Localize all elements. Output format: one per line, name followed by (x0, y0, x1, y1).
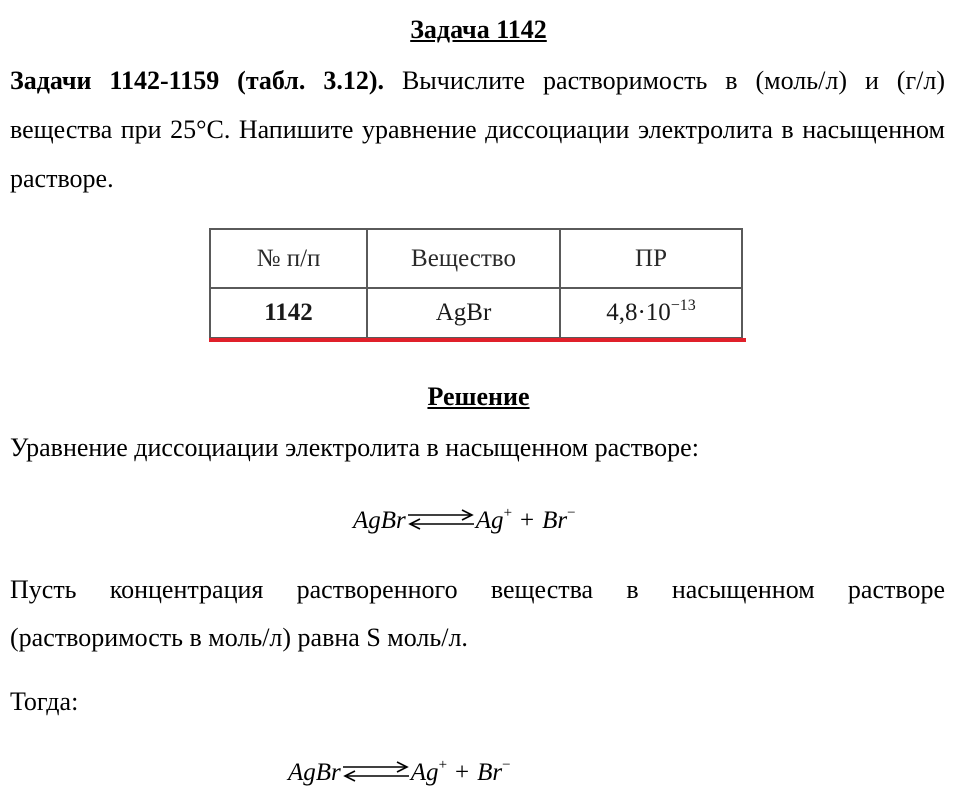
cell-kp (560, 288, 742, 338)
dissociation-equation (353, 506, 576, 535)
table-row (210, 288, 742, 338)
problem-title: Задача 1142 (410, 15, 547, 44)
task-statement (10, 56, 945, 203)
header-kp: ПР (560, 229, 742, 288)
dissociation-equation-2 (288, 758, 511, 787)
equilibrium-arrow-icon (406, 506, 476, 532)
equation2-cation: Ag (410, 759, 439, 786)
equation2-anion: Br (477, 759, 503, 786)
cell-number: 1142 (210, 288, 367, 338)
kp-mantissa: 4,8·10 (606, 299, 671, 326)
anion-charge: − (567, 505, 576, 521)
task-text: Вычислите растворимость в (моль/л) и (г/л) вещества при 25°С. Напишите уравнение диссоциации электролита в насыщенном растворе. (10, 66, 945, 193)
equilibrium-arrow-icon (341, 758, 411, 784)
equation-cation: Ag (475, 507, 504, 534)
cell-substance: AgBr (367, 288, 560, 338)
cation2-charge: + (438, 757, 448, 773)
equation-plus: + (520, 507, 535, 534)
let-statement: Пусть концентрация растворенного вещества в насыщенном растворе (растворимость в моль/л) равна S моль/л. (10, 575, 945, 652)
then-label: Тогда: (10, 687, 79, 716)
task-label: Задачи 1142-1159 (табл. 3.12). (10, 66, 384, 95)
equation2-reactant: AgBr (288, 759, 341, 786)
table-header-row (210, 229, 742, 288)
header-substance: Вещество (367, 229, 560, 288)
solution-heading: Решение (427, 382, 530, 411)
dissociation-intro: Уравнение диссоциации электролита в насыщенном растворе: (10, 433, 699, 462)
equation-reactant: AgBr (353, 507, 406, 534)
data-table (209, 228, 743, 339)
equation-anion: Br (542, 507, 568, 534)
accent-underline (209, 338, 746, 342)
cation-charge: + (503, 505, 513, 521)
kp-exponent: −13 (670, 297, 696, 314)
header-number: № п/п (210, 229, 367, 288)
anion2-charge: − (502, 757, 511, 773)
equation2-plus: + (455, 759, 470, 786)
